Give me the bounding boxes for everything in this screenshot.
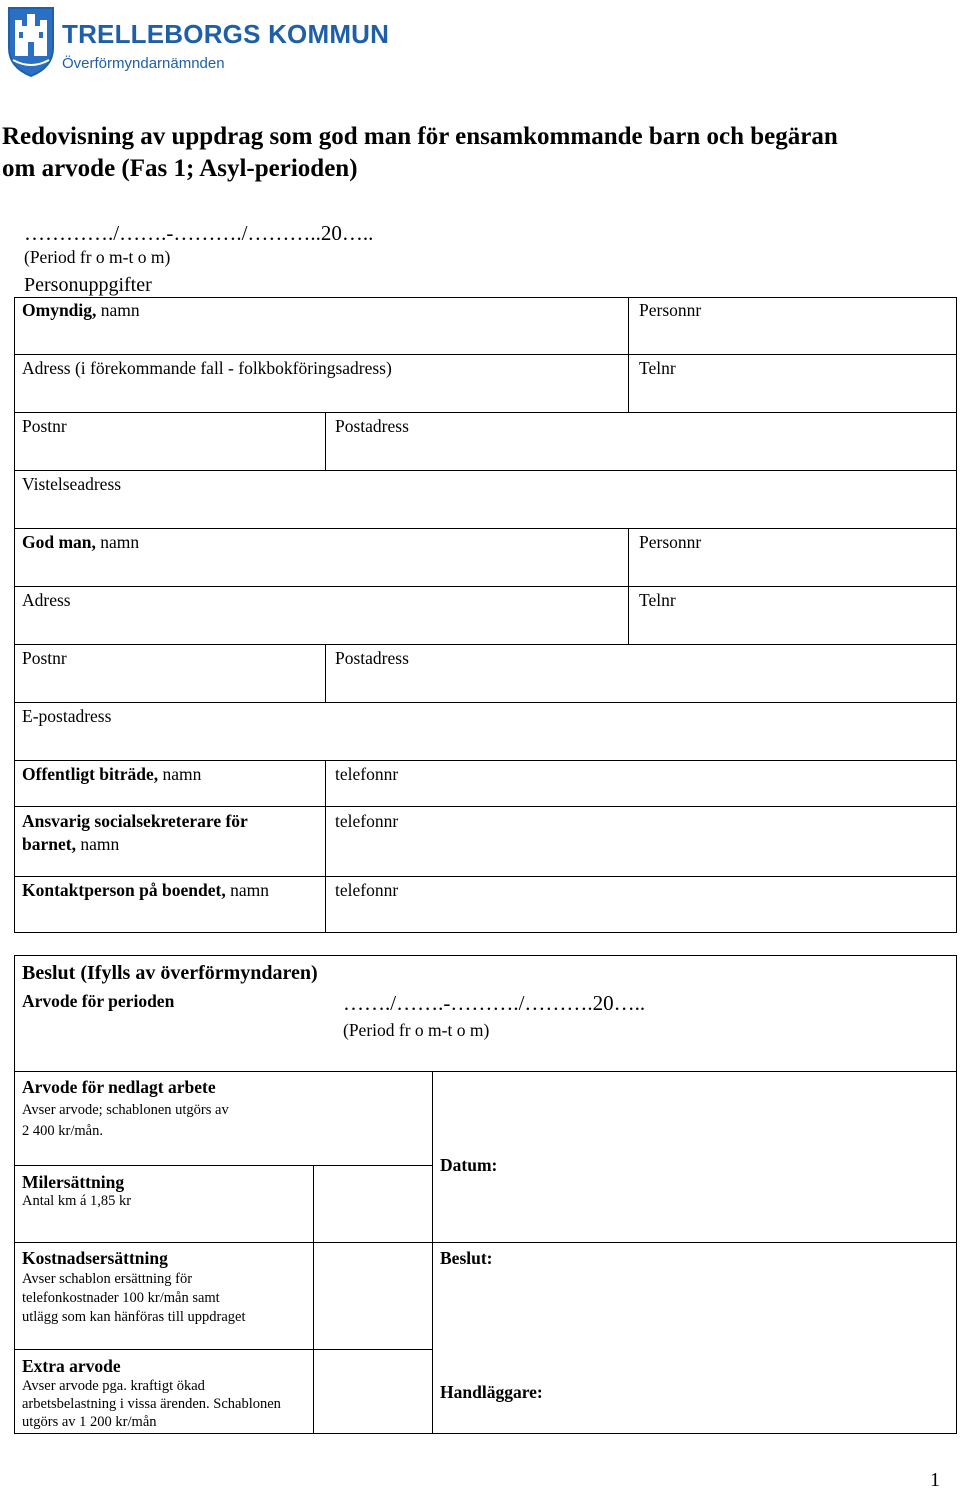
extra-title: Extra arvode xyxy=(22,1356,121,1376)
minor-postadress-field[interactable]: Postadress xyxy=(335,416,409,436)
municipality-crest-icon xyxy=(7,4,55,78)
minor-vistelse-field[interactable]: Vistelseadress xyxy=(22,474,122,494)
lost-work-title: Arvode för nedlagt arbete xyxy=(22,1077,216,1097)
public-counsel-phone-field[interactable]: telefonnr xyxy=(335,764,399,784)
social-worker-name-field[interactable]: barnet, namn xyxy=(22,834,120,854)
section-personuppgifter: Personuppgifter xyxy=(24,274,152,296)
arvode-period-label: Arvode för perioden xyxy=(22,991,175,1011)
lost-work-desc2: 2 400 kr/mån. xyxy=(22,1123,103,1139)
costs-desc2: telefonkostnader 100 kr/mån samt xyxy=(22,1290,220,1306)
extra-amount-field[interactable] xyxy=(315,1350,431,1432)
decision-period-dots[interactable]: ……./…….-………./……….20….. xyxy=(343,991,646,1015)
decision-heading: Beslut (Ifylls av överförmyndaren) xyxy=(22,962,318,984)
page-title-line1: Redovisning av uppdrag som god man för ensamkommande barn och begäran xyxy=(2,123,838,150)
minor-address-field[interactable]: Adress (i förekommande fall - folkbokföringsadress) xyxy=(22,358,392,378)
mileage-amount-field[interactable] xyxy=(315,1166,431,1241)
extra-desc2: arbetsbelastning i vissa ärenden. Schablonen xyxy=(22,1396,281,1412)
minor-name-field[interactable]: Omyndig, namn xyxy=(22,300,140,320)
minor-telnr-field[interactable]: Telnr xyxy=(639,358,676,378)
extra-desc1: Avser arvode pga. kraftigt ökad xyxy=(22,1378,205,1394)
costs-amount-field[interactable] xyxy=(315,1243,431,1348)
extra-desc3: utgörs av 1 200 kr/mån xyxy=(22,1414,157,1430)
unit-name: Överförmyndarnämnden xyxy=(62,55,225,72)
beslut-field[interactable]: Beslut: xyxy=(440,1248,493,1268)
handlaggare-field[interactable]: Handläggare: xyxy=(440,1382,543,1402)
costs-title: Kostnadsersättning xyxy=(22,1248,168,1268)
guardian-postnr-field[interactable]: Postnr xyxy=(22,648,67,668)
social-worker-label-line1: Ansvarig socialsekreterare för xyxy=(22,811,248,831)
guardian-name-label: God man, xyxy=(22,532,96,552)
public-counsel-name-field[interactable]: Offentligt biträde, namn xyxy=(22,764,202,784)
mileage-title: Milersättning xyxy=(22,1172,125,1192)
costs-desc3: utlägg som kan hänföras till uppdraget xyxy=(22,1309,246,1325)
guardian-postadress-field[interactable]: Postadress xyxy=(335,648,409,668)
social-worker-phone-field[interactable]: telefonnr xyxy=(335,811,399,831)
page-title-line2: om arvode (Fas 1; Asyl-perioden) xyxy=(2,155,358,182)
period-label: (Period fr o m-t o m) xyxy=(24,247,171,267)
costs-desc1: Avser schablon ersättning för xyxy=(22,1271,193,1287)
lost-work-amount-field[interactable] xyxy=(315,1072,431,1165)
guardian-address-field[interactable]: Adress xyxy=(22,590,71,610)
page-number: 1 xyxy=(930,1469,940,1491)
mileage-desc: Antal km á 1,85 kr xyxy=(22,1193,132,1209)
contact-person-phone-field[interactable]: telefonnr xyxy=(335,880,399,900)
minor-postnr-field[interactable]: Postnr xyxy=(22,416,67,436)
period-dots: …………./…….-………./………..20….. xyxy=(24,221,374,245)
guardian-telnr-field[interactable]: Telnr xyxy=(639,590,676,610)
minor-personnr-field[interactable]: Personnr xyxy=(639,300,702,320)
minor-name-label: Omyndig, xyxy=(22,300,97,320)
datum-field[interactable]: Datum: xyxy=(440,1155,498,1175)
guardian-email-field[interactable]: E-postadress xyxy=(22,706,112,726)
decision-period-label: (Period fr o m-t o m) xyxy=(343,1020,490,1040)
guardian-name-field[interactable]: God man, namn xyxy=(22,532,140,552)
lost-work-desc1: Avser arvode; schablonen utgörs av xyxy=(22,1102,229,1118)
org-name: TRELLEBORGS KOMMUN xyxy=(62,19,390,49)
guardian-personnr-field[interactable]: Personnr xyxy=(639,532,702,552)
contact-person-name-field[interactable]: Kontaktperson på boendet, namn xyxy=(22,880,269,900)
